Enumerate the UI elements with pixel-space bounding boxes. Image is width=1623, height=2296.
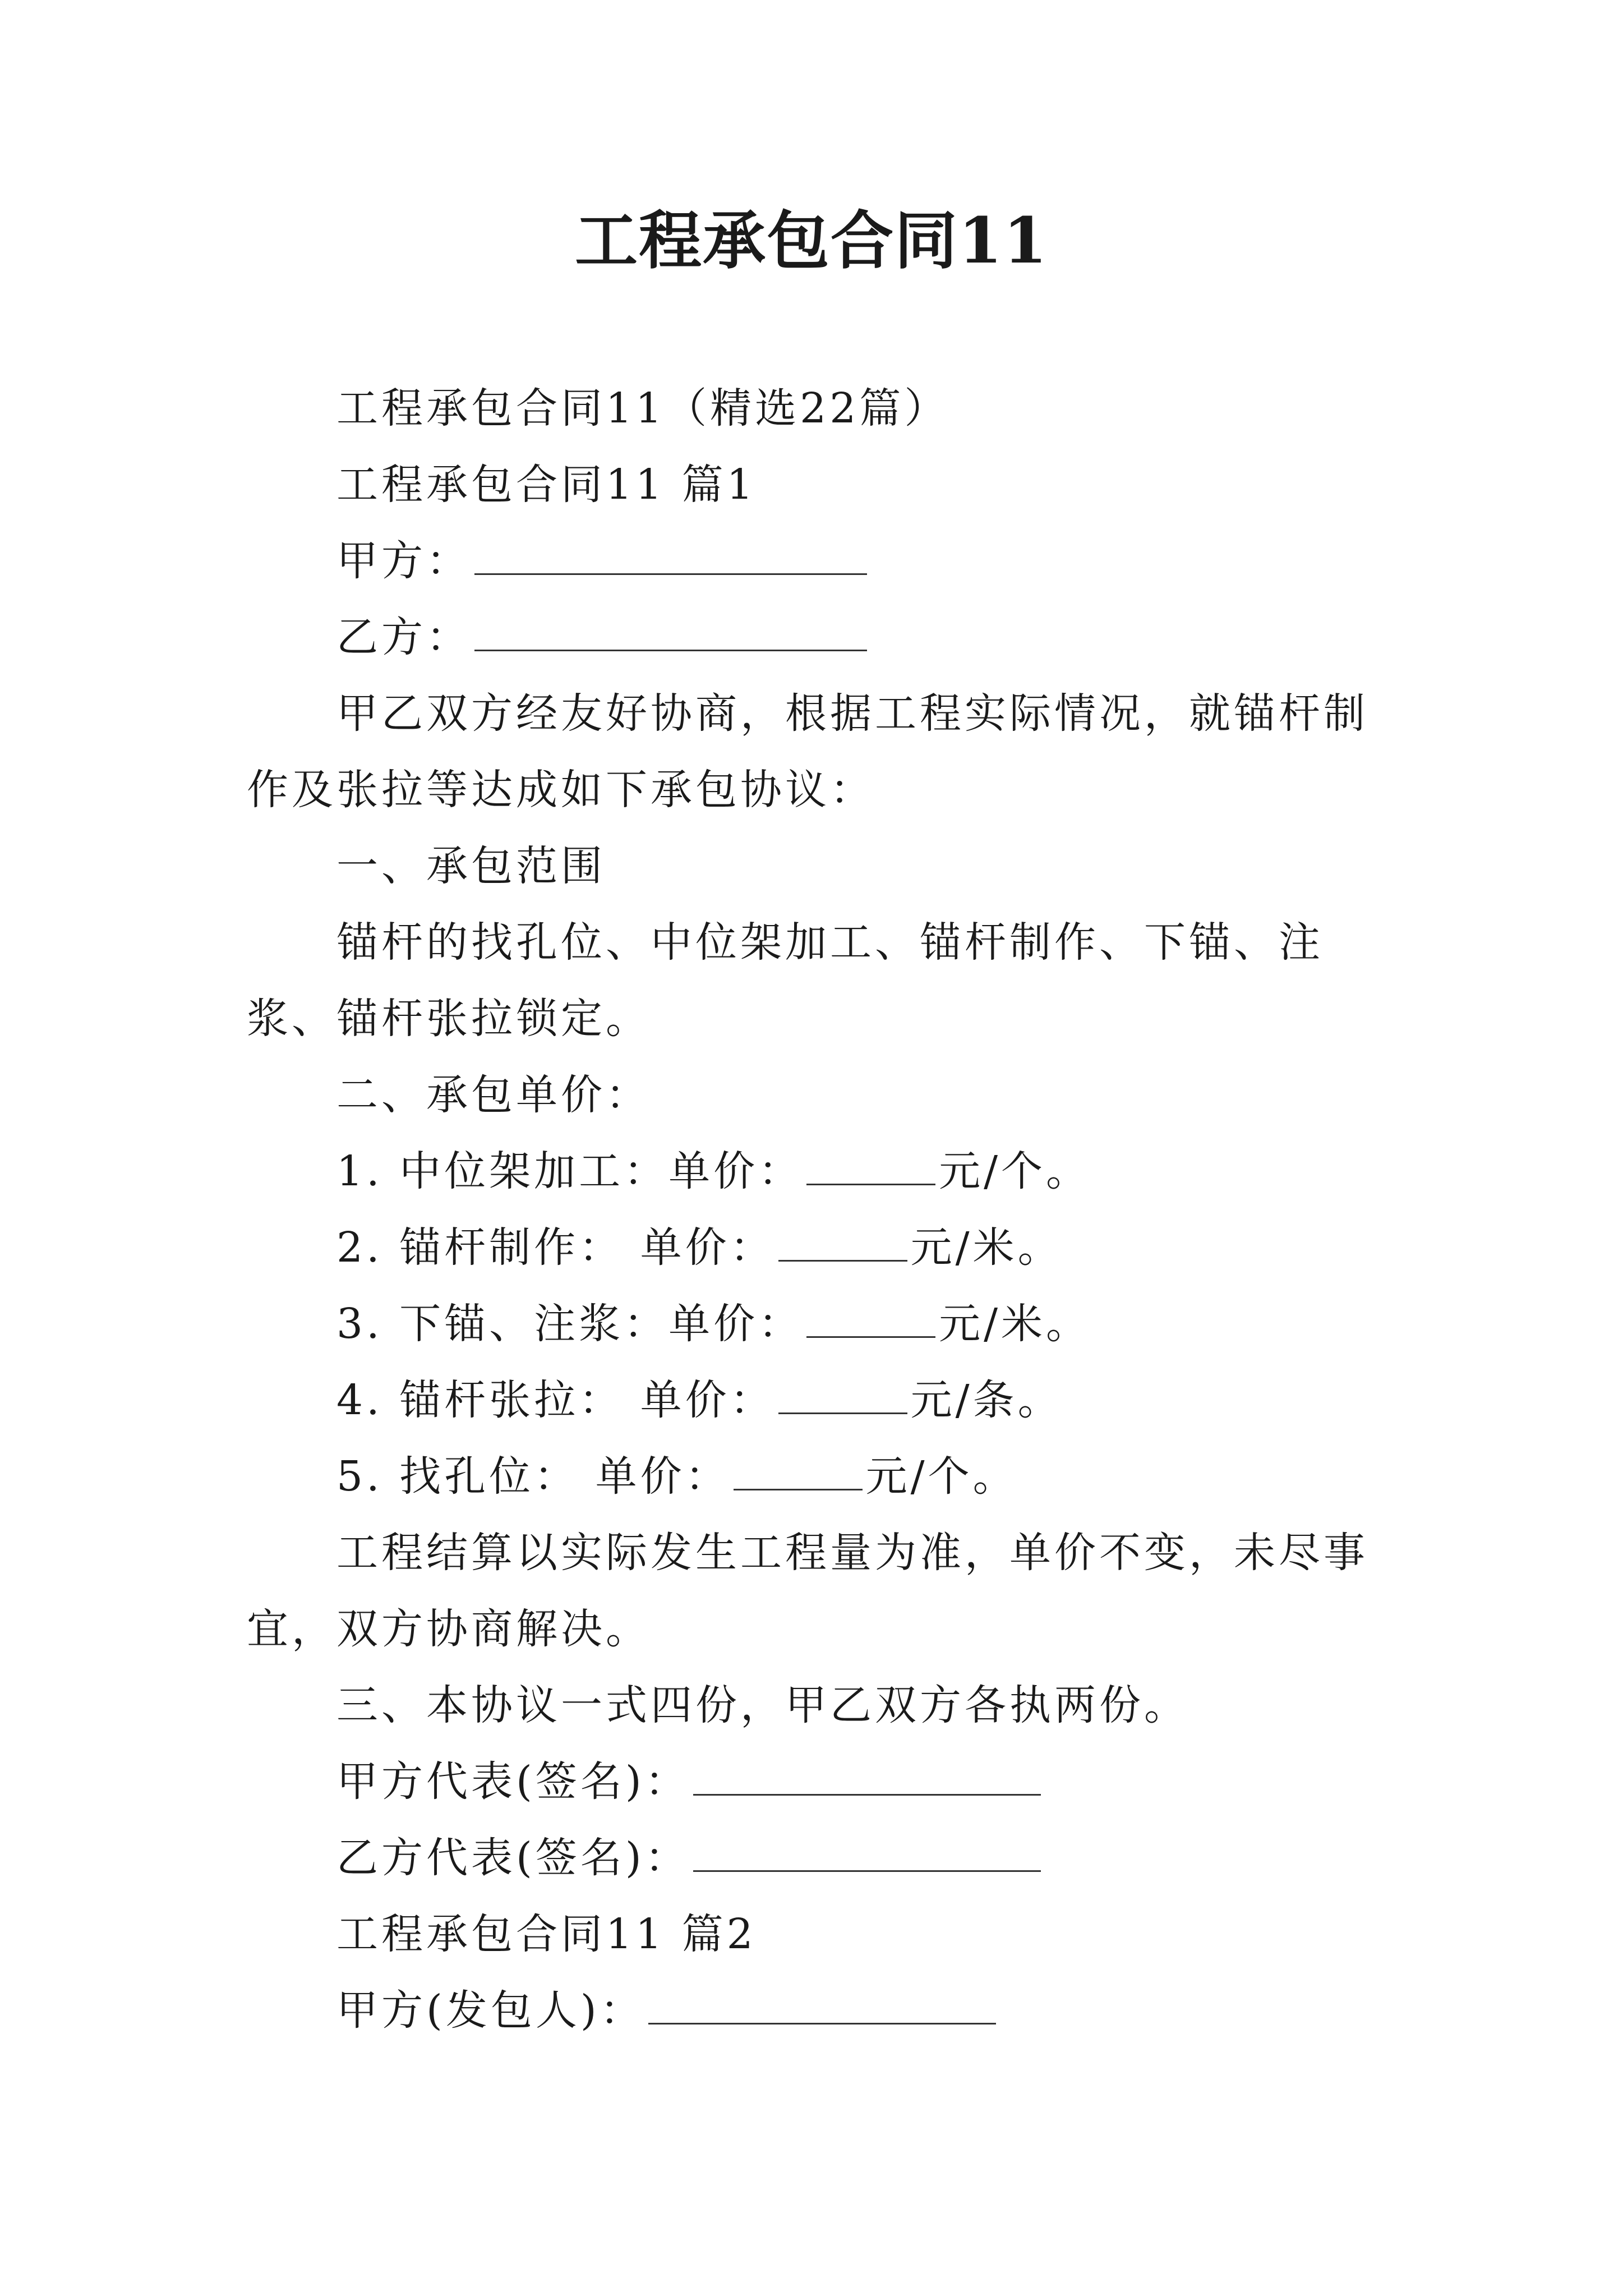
party-a-rep-blank [693, 1760, 1041, 1796]
price-blank [778, 1379, 907, 1414]
intro-paragraph: 甲乙双方经友好协商，根据工程实际情况，就锚杆制作及张拉等达成如下承包协议： [247, 689, 1368, 814]
price-heading: 二、承包单价： [336, 1071, 651, 1119]
document-body [247, 370, 1402, 2049]
copies-paragraph: 三、本协议一式四份，甲乙双方各执两份。 [336, 1681, 1189, 1729]
party-b-rep-blank [693, 1837, 1041, 1872]
party-b-label: 乙方： [336, 613, 471, 661]
party-b-rep-label: 乙方代表(签名)： [336, 1834, 690, 1882]
price-item-label: 4. 锚杆张拉： 单价： [336, 1376, 775, 1424]
scope-paragraph: 锚杆的找孔位、中位架加工、锚杆制作、下锚、注浆、锚杆张拉锁定。 [247, 918, 1324, 1043]
price-item-unit: 元/米。 [939, 1300, 1091, 1348]
price-blank [778, 1226, 907, 1262]
price-item-label: 5. 找孔位： 单价： [336, 1452, 730, 1501]
employer-blank [648, 1989, 996, 2024]
settlement-paragraph: 工程结算以实际发生工程量为准，单价不变，未尽事宜，双方协商解决。 [247, 1529, 1368, 1653]
document-title: 工程承包合同11 [575, 204, 1048, 278]
party-b-blank [474, 616, 867, 651]
price-item [247, 1209, 1402, 1286]
price-blank [806, 1150, 935, 1185]
price-item-label: 2. 锚杆制作： 单价： [336, 1223, 775, 1272]
price-blank [806, 1303, 935, 1338]
price-item-unit: 元/条。 [910, 1376, 1063, 1424]
party-a-rep-line [247, 1743, 1402, 1820]
price-item-unit: 元/个。 [939, 1147, 1091, 1195]
section-heading-2: 工程承包合同11 篇2 [336, 1910, 757, 1958]
section-heading-1: 工程承包合同11 篇1 [336, 461, 757, 509]
price-item-unit: 元/米。 [910, 1223, 1063, 1272]
price-item [247, 1133, 1402, 1209]
price-item-unit: 元/个。 [865, 1452, 1018, 1501]
party-a-label: 甲方： [336, 537, 471, 585]
scope-heading: 一、承包范围 [336, 842, 606, 890]
price-item [247, 1286, 1402, 1362]
employer-line [247, 1972, 1402, 2049]
party-a-blank [474, 540, 867, 575]
party-b-line [247, 599, 1402, 675]
price-item [247, 1438, 1402, 1515]
party-b-rep-line [247, 1820, 1402, 1896]
document-subtitle: 工程承包合同11（精选22篇） [336, 384, 949, 432]
price-item [247, 1362, 1402, 1438]
party-a-line [247, 523, 1402, 599]
party-a-rep-label: 甲方代表(签名)： [336, 1757, 690, 1806]
price-item-label: 1. 中位架加工：单价： [336, 1147, 804, 1195]
price-blank [734, 1455, 863, 1490]
employer-label: 甲方(发包人)： [336, 1986, 645, 2035]
price-item-label: 3. 下锚、注浆：单价： [336, 1300, 804, 1348]
